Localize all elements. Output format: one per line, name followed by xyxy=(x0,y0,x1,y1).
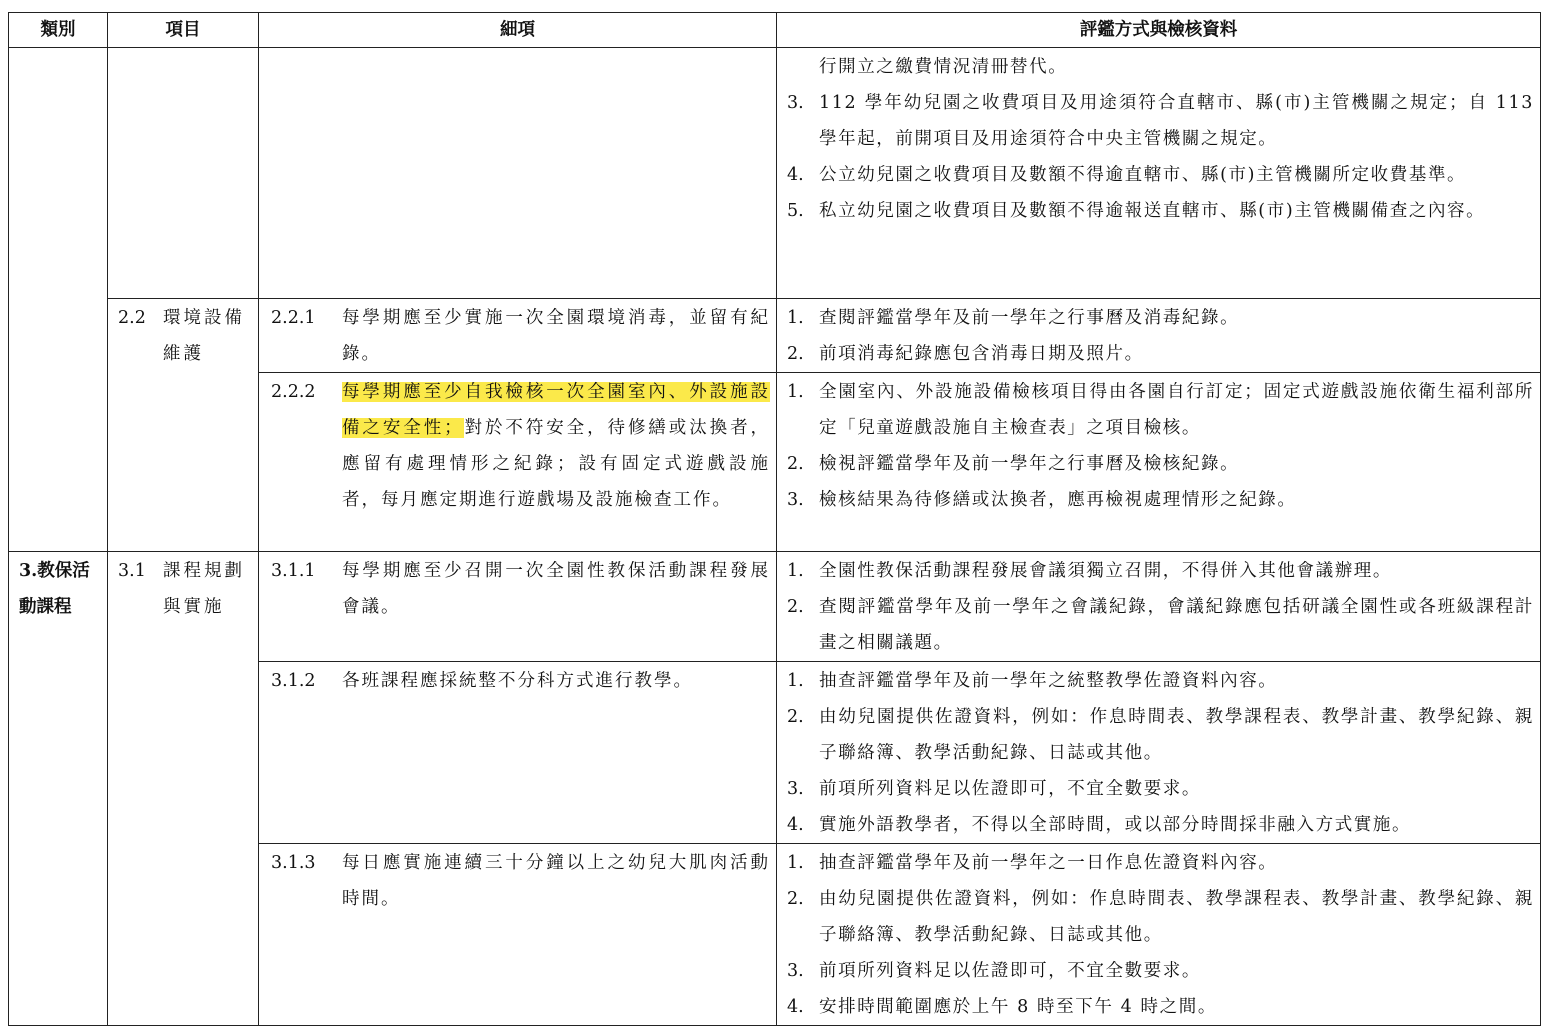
table-row xyxy=(9,48,1541,299)
header-subitem: 細項 xyxy=(259,13,777,48)
list-number: 5. xyxy=(787,201,804,221)
list-text: 私立幼兒園之收費項目及數額不得逾報送直轄市、縣(市)主管機關備查之內容。 xyxy=(819,201,1486,221)
method-list xyxy=(777,552,1540,661)
list-number: 4. xyxy=(787,997,804,1017)
item-label: 環境設備維護 xyxy=(163,308,245,364)
category-cell xyxy=(9,552,108,1026)
list-item xyxy=(787,336,1534,372)
list-text: 由幼兒園提供佐證資料，例如：作息時間表、教學課程表、教學計畫、教學紀錄、親子聯絡簿、教學活動紀錄、日誌或其他。 xyxy=(819,889,1534,945)
list-number: 1. xyxy=(787,308,804,328)
list-text: 檢核結果為待修繕或汰換者，應再檢視處理情形之紀錄。 xyxy=(819,490,1297,510)
list-text: 前項所列資料足以佐證即可，不宜全數要求。 xyxy=(819,779,1201,799)
item-cell xyxy=(108,299,259,552)
list-item xyxy=(787,300,1534,336)
list-text: 由幼兒園提供佐證資料，例如：作息時間表、教學課程表、教學計畫、教學紀錄、親子聯絡簿、教學活動紀錄、日誌或其他。 xyxy=(819,707,1534,763)
subitem-cell xyxy=(259,48,777,299)
list-number: 2. xyxy=(787,597,804,617)
method-list xyxy=(777,48,1540,229)
list-text: 抽查評鑑當學年及前一學年之統整教學佐證資料內容。 xyxy=(819,671,1278,691)
item-label: 課程規劃與實施 xyxy=(163,561,245,617)
list-number: 1. xyxy=(787,671,804,691)
list-item xyxy=(787,663,1534,699)
subitem-cell xyxy=(259,552,777,662)
list-item-continuation: 行開立之繳費情況清冊替代。 xyxy=(819,57,1068,77)
list-item xyxy=(787,699,1534,771)
list-number: 2. xyxy=(787,454,804,474)
list-text: 公立幼兒園之收費項目及數額不得逾直轄市、縣(市)主管機關所定收費基準。 xyxy=(819,165,1467,185)
list-number: 2. xyxy=(787,344,804,364)
list-number: 1. xyxy=(787,561,804,581)
subitem-number: 3.1.3 xyxy=(271,853,316,873)
category-cell xyxy=(9,48,108,552)
method-cell xyxy=(777,844,1541,1026)
list-text: 112 學年幼兒園之收費項目及用途須符合直轄市、縣(市)主管機關之規定；自 113 學年起，前開項目及用途須符合中央主管機關之規定。 xyxy=(819,93,1534,149)
subitem-text: 各班課程應採統整不分科方式進行教學。 xyxy=(342,671,693,691)
table-row xyxy=(9,299,1541,373)
list-number: 2. xyxy=(787,707,804,727)
subitem-cell xyxy=(259,299,777,373)
list-text: 前項所列資料足以佐證即可，不宜全數要求。 xyxy=(819,961,1201,981)
list-number: 3. xyxy=(787,93,804,113)
list-number: 3. xyxy=(787,961,804,981)
header-method: 評鑑方式與檢核資料 xyxy=(777,13,1541,48)
list-text: 抽查評鑑當學年及前一學年之一日作息佐證資料內容。 xyxy=(819,853,1278,873)
list-number: 4. xyxy=(787,815,804,835)
list-item xyxy=(787,881,1534,953)
list-item xyxy=(787,553,1534,589)
list-number: 2. xyxy=(787,889,804,909)
item-cell xyxy=(108,48,259,299)
list-number: 3. xyxy=(787,490,804,510)
subitem-cell xyxy=(259,373,777,552)
subitem-text: 每日應實施連續三十分鐘以上之幼兒大肌肉活動時間。 xyxy=(342,853,770,909)
list-item xyxy=(787,157,1534,193)
subitem-text: 每學期應至少實施一次全園環境消毒，並留有紀錄。 xyxy=(342,308,770,364)
method-cell xyxy=(777,552,1541,662)
list-text: 實施外語教學者，不得以全部時間，或以部分時間採非融入方式實施。 xyxy=(819,815,1412,835)
list-item xyxy=(787,85,1534,157)
list-text: 查閱評鑑當學年及前一學年之會議紀錄，會議紀錄應包括研議全園性或各班級課程計畫之相關議題。 xyxy=(819,597,1534,653)
table-row xyxy=(9,552,1541,662)
item-number: 3.1 xyxy=(118,561,146,581)
list-item xyxy=(787,374,1534,446)
method-list xyxy=(777,844,1540,1025)
category-label: 3.教保活動課程 xyxy=(19,561,90,617)
subitem-number: 2.2.2 xyxy=(271,382,316,402)
method-list xyxy=(777,373,1540,518)
list-item xyxy=(787,589,1534,661)
method-list xyxy=(777,299,1540,372)
method-cell xyxy=(777,299,1541,373)
list-text: 前項消毒紀錄應包含消毒日期及照片。 xyxy=(819,344,1144,364)
subitem-number: 2.2.1 xyxy=(271,308,316,328)
method-cell xyxy=(777,662,1541,844)
subitem-cell xyxy=(259,662,777,844)
list-item xyxy=(787,845,1534,881)
subitem-number: 3.1.1 xyxy=(271,561,316,581)
list-text: 檢視評鑑當學年及前一學年之行事曆及檢核紀錄。 xyxy=(819,454,1240,474)
list-item xyxy=(787,446,1534,482)
header-category: 類別 xyxy=(9,13,108,48)
evaluation-table xyxy=(8,12,1541,1026)
list-item xyxy=(787,989,1534,1025)
list-text: 全園室內、外設施設備檢核項目得由各園自行訂定；固定式遊戲設施依衛生福利部所定「兒童遊戲設施自主檢查表」之項目檢核。 xyxy=(819,382,1534,438)
list-item xyxy=(787,953,1534,989)
header-item: 項目 xyxy=(108,13,259,48)
highlighted-text: 每學期應至少自我檢核一次全園室內、外設施設備之安全性； xyxy=(342,382,770,438)
list-number: 4. xyxy=(787,165,804,185)
method-cell xyxy=(777,373,1541,552)
header-row xyxy=(9,13,1541,48)
list-number: 1. xyxy=(787,382,804,402)
list-number: 3. xyxy=(787,779,804,799)
list-item xyxy=(787,807,1534,843)
method-list xyxy=(777,662,1540,843)
list-item xyxy=(787,193,1534,229)
list-number: 1. xyxy=(787,853,804,873)
item-cell xyxy=(108,552,259,1026)
subitem-number: 3.1.2 xyxy=(271,671,316,691)
subitem-text-rest: 對於不符安全，待修繕或汰換者，應留有處理情形之紀錄；設有固定式遊戲設施者，每月應定期進行遊戲場及設施檢查工作。 xyxy=(342,418,770,510)
subitem-cell xyxy=(259,844,777,1026)
item-number: 2.2 xyxy=(118,308,146,328)
list-text: 全園性教保活動課程發展會議須獨立召開，不得併入其他會議辦理。 xyxy=(819,561,1392,581)
subitem-text xyxy=(342,374,770,518)
list-text: 安排時間範圍應於上午 8 時至下午 4 時之間。 xyxy=(819,997,1217,1017)
list-item xyxy=(787,771,1534,807)
list-text: 查閱評鑑當學年及前一學年之行事曆及消毒紀錄。 xyxy=(819,308,1240,328)
method-cell xyxy=(777,48,1541,299)
subitem-text: 每學期應至少召開一次全園性教保活動課程發展會議。 xyxy=(342,561,770,617)
list-item xyxy=(787,482,1534,518)
